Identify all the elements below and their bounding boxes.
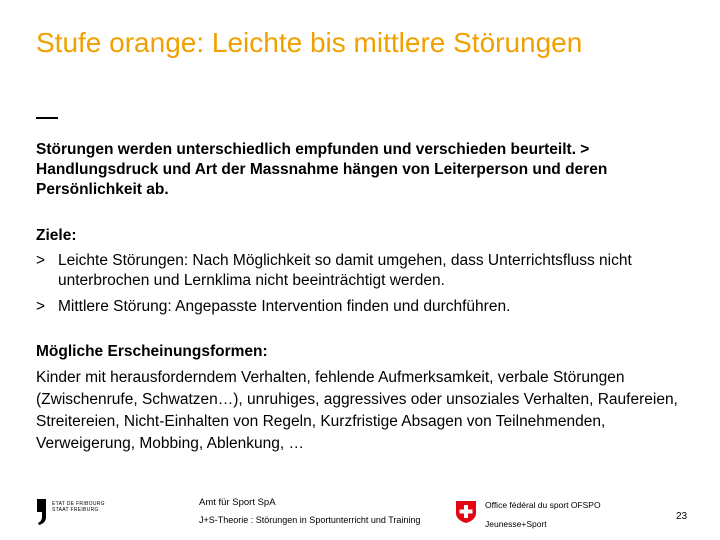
goal-text: Mittlere Störung: Angepasste Intervention finden und durchführen. — [58, 298, 511, 315]
footer-course: J+S-Theorie : Störungen in Sportunterricht und Training — [199, 515, 421, 525]
forms-text: Kinder mit herausforderndem Verhalten, fehlende Aufmerksamkeit, verbale Störungen (Zwischenrufe, Schwatzen…), unruhiges, aggressives oder unsoziales Verhalten, Raufereien, Streitereien, Nicht-Einhalten von Regeln, Kurzfristige Absagen von Teilnehmenden, Verweigerung, Mobbing, Ablenkung, … — [36, 369, 678, 452]
intro-text: Störungen werden unterschiedlich empfunden und verschieden beurteilt. > Handlungsdruck und Art der Massnahme hängen von Leiterperson und deren Persönlichkeit ab. — [36, 141, 608, 198]
program-name: Jeunesse+Sport — [485, 519, 547, 529]
footer-office: Amt für Sport SpA — [199, 497, 276, 508]
page-number: 23 — [676, 511, 688, 522]
title-underline — [36, 117, 58, 119]
federal-office-name: Office fédéral du sport OFSPO — [485, 500, 601, 510]
forms-heading: Mögliche Erscheinungsformen: — [36, 343, 268, 360]
fribourg-logo-mark-icon — [36, 499, 48, 525]
fribourg-logo-text — [52, 501, 105, 513]
goal-text: Leichte Störungen: Nach Möglichkeit so damit umgehen, dass Unterrichtsfluss nicht unterbrochen und Lernklima nicht beeinträchtigt werden. — [58, 252, 632, 289]
goals-list — [36, 251, 696, 323]
swiss-cross-icon — [455, 500, 477, 524]
goals-heading: Ziele: — [36, 227, 77, 244]
logo-line-1: ETAT DE FRIBOURG — [52, 501, 105, 507]
bullet-marker: > — [36, 298, 46, 315]
goal-item — [36, 251, 696, 291]
goal-item — [36, 297, 696, 317]
fribourg-logo — [36, 497, 126, 529]
bullet-marker: > — [36, 252, 46, 269]
logo-line-2: STAAT FREIBURG — [52, 507, 99, 513]
slide-title: Stufe orange: Leichte bis mittlere Störungen — [36, 27, 583, 58]
